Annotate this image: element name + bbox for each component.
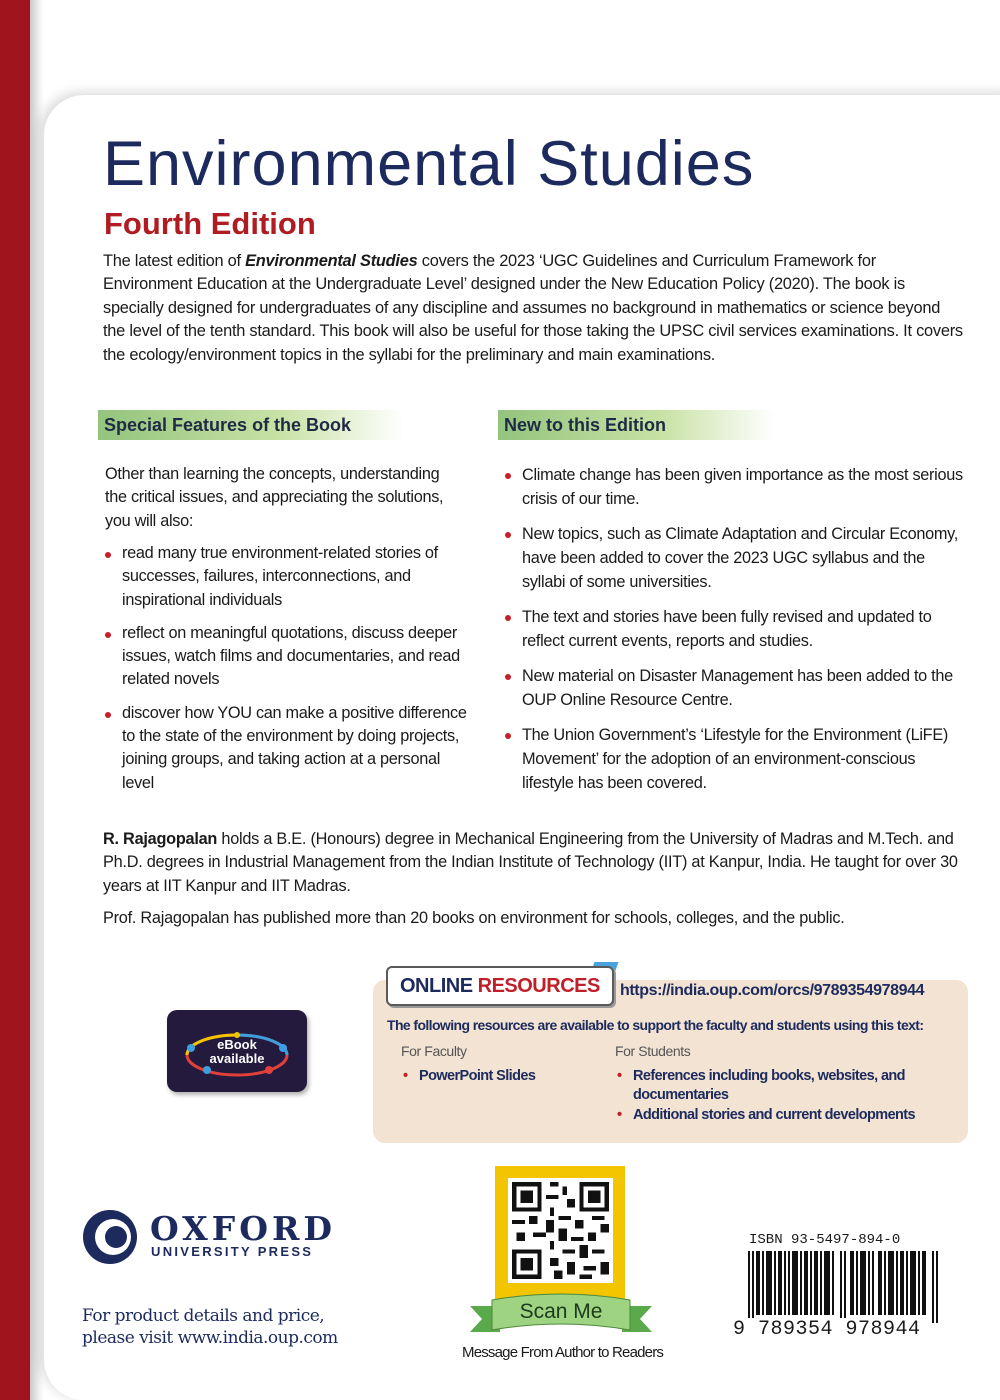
intro-text-2: covers the 2023 ‘UGC Guidelines and Curriculum Framework for Environment Education at the Undergraduate Level’ designed under the New Education Policy (2020). The book is specially designed for undergraduates of any discipline and assumes no background in mathematics or science beyond the level of the tenth standard. This book will also be useful for those taking the UPSC civil services examinations. It covers the ecology/environment topics in the syllabi for the preliminary and main examinations. [103,252,963,364]
qr-code-icon[interactable] [508,1178,613,1283]
list-item: discover how YOU can make a positive difference to the state of the environment by doing projects, joining groups, and taking action at a personal level [104,702,474,795]
ebook-line-1: eBook [217,1037,257,1052]
barcode-number: 9 789354 978944 [733,1318,921,1341]
product-line-1: For product details and price, [82,1306,325,1326]
tag-online: ONLINE [400,975,473,997]
new-edition-heading: New to this Edition [498,410,774,440]
list-item: • References including books, websites, and documentaries [615,1067,955,1105]
qr-caption: Message From Author to Readers [462,1344,664,1361]
author-bio [103,828,963,898]
product-line-2[interactable]: please visit www.india.oup.com [82,1328,338,1348]
tag-resources: RESOURCES [477,975,600,997]
isbn-label: ISBN 93-5497-894-0 [749,1232,901,1248]
list-item: read many true environment-related stories of successes, failures, interconnections, and inspirational individuals [104,542,474,612]
resources-intro: The following resources are available to support the faculty and students using this text: [387,1017,924,1033]
list-item: The Union Government’s ‘Lifestyle for the Environment (LiFE) Movement’ for the adoption of an environment-conscious lifestyle has been covered. [504,723,964,795]
faculty-heading: For Faculty [401,1043,467,1059]
faculty-list [401,1067,591,1087]
list-item: The text and stories have been fully revised and updated to reflect current events, reports and studies. [504,605,964,653]
publisher-subtitle: UNIVERSITY PRESS [151,1244,314,1259]
ebook-line-2: available [209,1051,265,1066]
features-intro: Other than learning the concepts, understanding the critical issues, and appreciating the solutions, you will also: [105,465,444,530]
list-item: reflect on meaningful quotations, discuss deeper issues, watch films and documentaries, and read related novels [104,622,474,692]
ebook-badge[interactable] [167,1010,307,1092]
cover-spine [0,0,30,1400]
new-edition-list [504,463,964,806]
spine-shadow [30,0,44,1400]
list-item: • PowerPoint Slides [401,1067,591,1086]
intro-text-1: The latest edition of [103,252,246,270]
features-list [104,542,474,805]
intro-book-name: Environmental Studies [245,252,418,270]
resources-url-link[interactable]: https://india.oup.com/orcs/9789354978944 [620,982,925,999]
publisher-name: OXFORD [150,1209,336,1248]
list-item: Climate change has been given importance as the most serious crisis of our time. [504,463,964,511]
ebook-label [195,1038,279,1066]
scan-me-label: Scan Me [519,1300,603,1323]
book-title: Environmental Studies [103,129,755,199]
students-list [615,1067,955,1126]
author-name: R. Rajagopalan [103,830,218,848]
product-info [82,1305,338,1349]
author-bio-text: holds a B.E. (Honours) degree in Mechanical Engineering from the University of Madras and M.Tech. and Ph.D. degrees in Industrial Management from the Indian Institute of Technology (IIT) at Kanpur, India. He taught for over 30 years at IIT Kanpur and IIT Madras. [103,830,958,895]
list-item: • Additional stories and current developments [615,1106,955,1125]
oup-logo-icon [80,1207,140,1267]
list-item: New topics, such as Climate Adaptation and Circular Economy, have been added to cover the 2023 UGC syllabus and the syllabi of some universities. [504,522,964,594]
author-publications: Prof. Rajagopalan has published more than 20 books on environment for schools, colleges, and the public. [103,909,845,927]
online-resources-tag [386,966,614,1006]
intro-paragraph [103,250,963,367]
barcode-icon [748,1251,940,1323]
list-item: New material on Disaster Management has been added to the OUP Online Resource Centre. [504,664,964,712]
special-features-heading: Special Features of the Book [98,410,404,440]
book-edition: Fourth Edition [104,206,316,241]
students-heading: For Students [615,1043,691,1059]
